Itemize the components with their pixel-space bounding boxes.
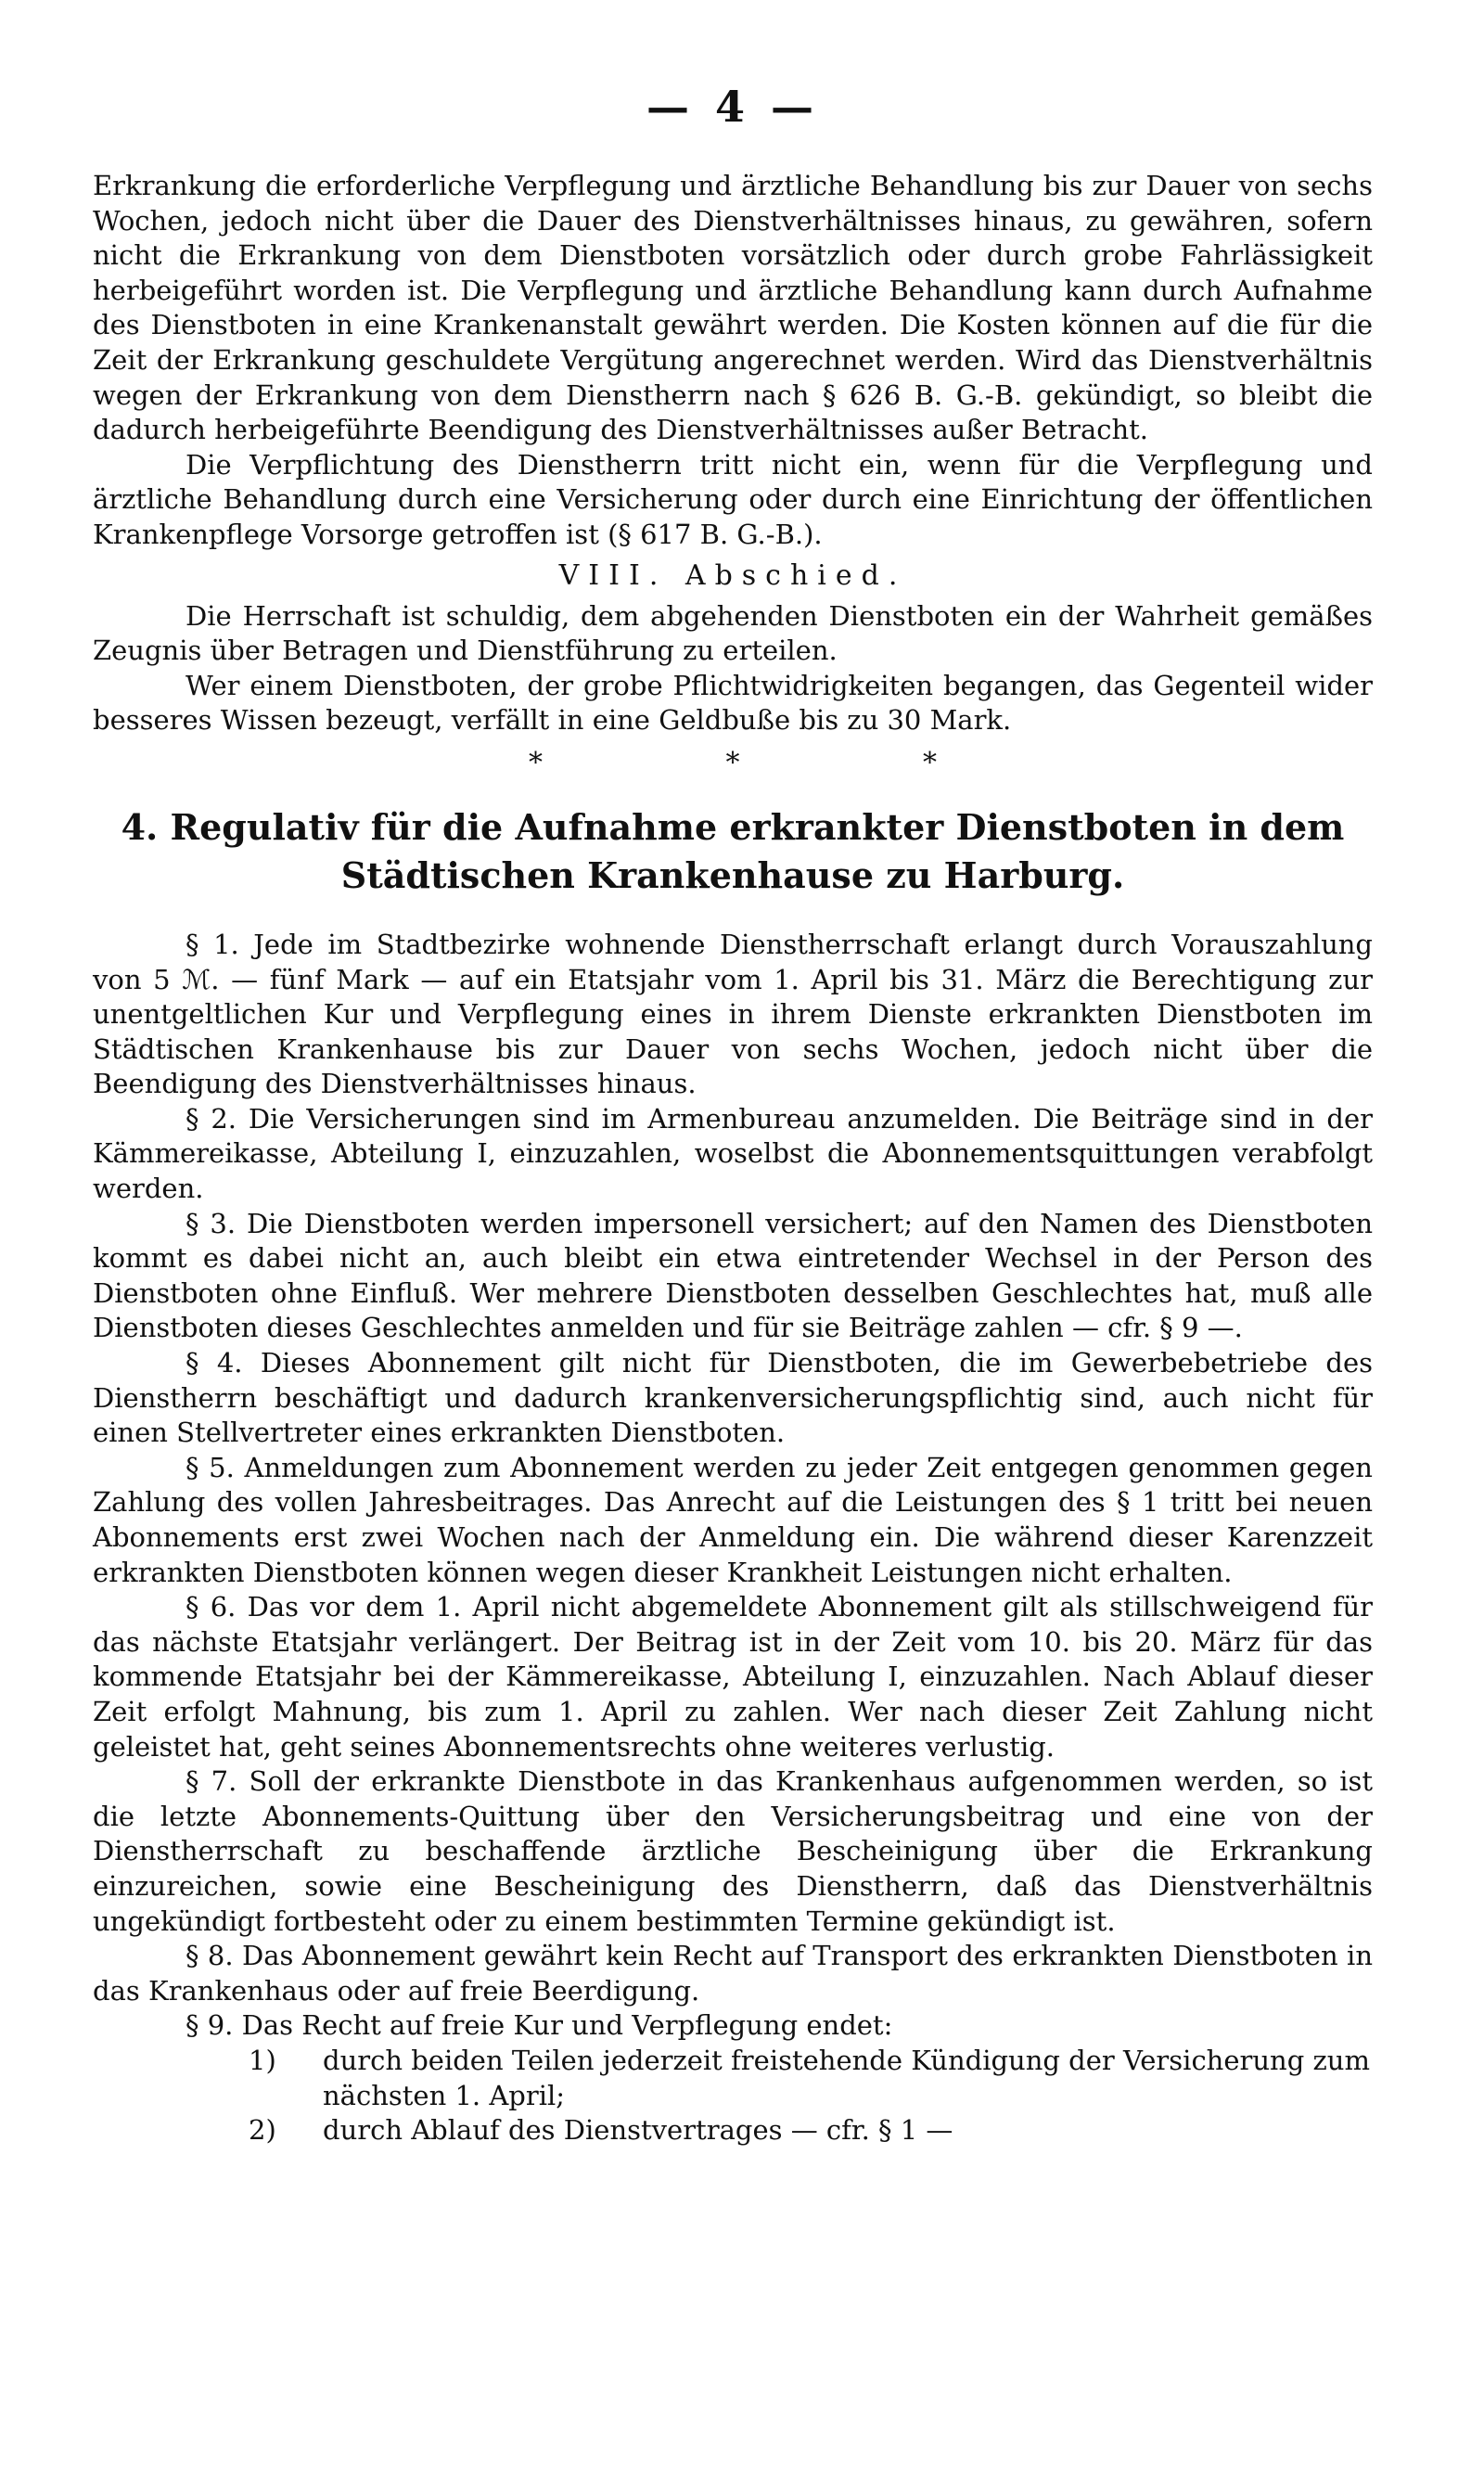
section-title-viii: VIII. Abschied. bbox=[558, 558, 907, 592]
paragraph-penalty: Wer einem Dienstboten, der grobe Pflichtwidrigkeiten begangen, das Gegenteil wider besseres Wissen bezeugt, verfällt in eine Geldbuße bis zu 30 Mark. bbox=[93, 669, 1373, 737]
section-1: § 1. Jede im Stadtbezirke wohnende Dienstherrschaft erlangt durch Vorauszahlung von 5 ℳ. — fünf Mark — auf ein Etatsjahr vom 1. April bis 31. März die Berechtigung zur unentgeltlichen Kur und Verpflegung eines in ihrem Dienste erkrankten Dienstboten im Städtischen Krankenhause bis zur Dauer von sechs Wochen, jedoch nicht über die Beendigung des Dienstverhältnisses hinaus. bbox=[93, 928, 1373, 1100]
separator-star: * bbox=[529, 746, 543, 779]
section-8: § 8. Das Abonnement gewährt kein Recht auf Transport des erkrankten Dienstboten in das Krankenhaus oder auf freie Beerdigung. bbox=[93, 1940, 1373, 2007]
section-9-item-1 bbox=[93, 2044, 1373, 2113]
separator-star: * bbox=[725, 746, 740, 779]
paragraph-continuation: Erkrankung die erforderliche Verpflegung und ärztliche Behandlung bis zur Dauer von sechs Wochen, jedoch nicht über die Dauer des Dienstverhältnisses hinaus, zu gewähren, sofern nicht die Erkrankung von dem Dienstboten vorsätzlich oder durch grobe Fahrlässigkeit herbeigeführt worden ist. Die Verpflegung und ärztliche Behandlung kann durch Aufnahme des Dienstboten in eine Krankenanstalt gewährt werden. Die Kosten können auf die für die Zeit der Erkrankung geschuldete Vergütung angerechnet werden. Wird das Dienstverhältnis wegen der Erkrankung von dem Dienstherrn nach § 626 B. G.-B. gekündigt, so bleibt die dadurch herbeigeführte Beendigung des Dienstverhältnisses außer Betracht. bbox=[93, 170, 1373, 446]
paragraph-obligation: Die Verpflichtung des Dienstherrn tritt nicht ein, wenn für die Verpflegung und ärztliche Behandlung durch eine Versicherung oder durch eine Einrichtung der öffentlichen Krankenpflege Vorsorge getroffen ist (§ 617 B. G.-B.). bbox=[93, 448, 1373, 550]
regulation-heading bbox=[93, 803, 1373, 900]
separator-star: * bbox=[923, 746, 937, 779]
section-9: § 9. Das Recht auf freie Kur und Verpflegung endet: bbox=[186, 2009, 893, 2042]
section-5: § 5. Anmeldungen zum Abonnement werden zu jeder Zeit entgegen genommen gegen Zahlung des vollen Jahresbeitrages. Das Anrecht auf die Leistungen des § 1 tritt bei neuen Abonnements erst zwei Wochen nach der Anmeldung ein. Die während dieser Karenzzeit erkrankten Dienstboten können wegen dieser Krankheit Leistungen nicht erhalten. bbox=[93, 1451, 1373, 1588]
section-6: § 6. Das vor dem 1. April nicht abgemeldete Abonnement gilt als stillschweigend für das nächste Etatsjahr verlängert. Der Beitrag ist in der Zeit vom 10. bis 20. März für das kommende Etatsjahr bei der Kämmereikasse, Abteilung I, einzuzahlen. Nach Ablauf dieser Zeit erfolgt Mahnung, bis zum 1. April zu zahlen. Wer nach dieser Zeit Zahlung nicht geleistet hat, geht seines Abonnementsrechts ohne weiteres verlustig. bbox=[93, 1591, 1373, 1763]
section-2: § 2. Die Versicherungen sind im Armenbureau anzumelden. Die Beiträge sind in der Kämmereikasse, Abteilung I, einzuzahlen, woselbst die Abonnementsquittungen verabfolgt werden. bbox=[93, 1102, 1373, 1205]
section-4: § 4. Dieses Abonnement gilt nicht für Dienstboten, die im Gewerbebetriebe des Dienstherrn beschäftigt und dadurch krankenversicherungspflichtig sind, auch nicht für einen Stellvertreter eines erkrankten Dienstboten. bbox=[93, 1347, 1373, 1449]
section-7: § 7. Soll der erkrankte Dienstbote in das Krankenhaus aufgenommen werden, so ist die letzte Abonnements-Quittung über den Versicherungsbeitrag und eine von der Dienstherrschaft zu beschaffende ärztliche Bescheinigung über die Erkrankung einzureichen, sowie eine Bescheinigung des Dienstherrn, daß das Dienstverhältnis ungekündigt fortbesteht oder zu einem bestimmten Termine gekündigt ist. bbox=[93, 1765, 1373, 1937]
page-number: — 4 — bbox=[646, 82, 820, 132]
list-number: 1) bbox=[249, 2044, 276, 2076]
paragraph-certificate: Die Herrschaft ist schuldig, dem abgehenden Dienstboten ein der Wahrheit gemäßes Zeugnis über Betragen und Dienstführung zu erteilen. bbox=[93, 599, 1373, 667]
section-9-item-2 bbox=[93, 2113, 1373, 2148]
section-3: § 3. Die Dienstboten werden impersonell versichert; auf den Namen des Dienstboten kommt es dabei nicht an, auch bleibt ein etwa eintretender Wechsel in der Person des Dienstboten ohne Einfluß. Wer mehrere Dienstboten desselben Geschlechtes hat, muß alle Dienstboten dieses Geschlechtes anmelden und für sie Beiträge zahlen — cfr. § 9 —. bbox=[93, 1207, 1373, 1344]
heading-line-2: Städtischen Krankenhause zu Harburg. bbox=[340, 853, 1125, 896]
list-number: 2) bbox=[249, 2114, 276, 2147]
heading-line-1: 4. Regulativ für die Aufnahme erkrankter Dienstboten in dem bbox=[121, 805, 1345, 848]
list-text: durch Ablauf des Dienstvertrages — cfr. § 1 — bbox=[323, 2114, 953, 2147]
section-separator bbox=[529, 746, 937, 779]
list-text: durch beiden Teilen jederzeit freistehende Kündigung der Versicherung zum nächsten 1. April; bbox=[323, 2044, 1370, 2111]
